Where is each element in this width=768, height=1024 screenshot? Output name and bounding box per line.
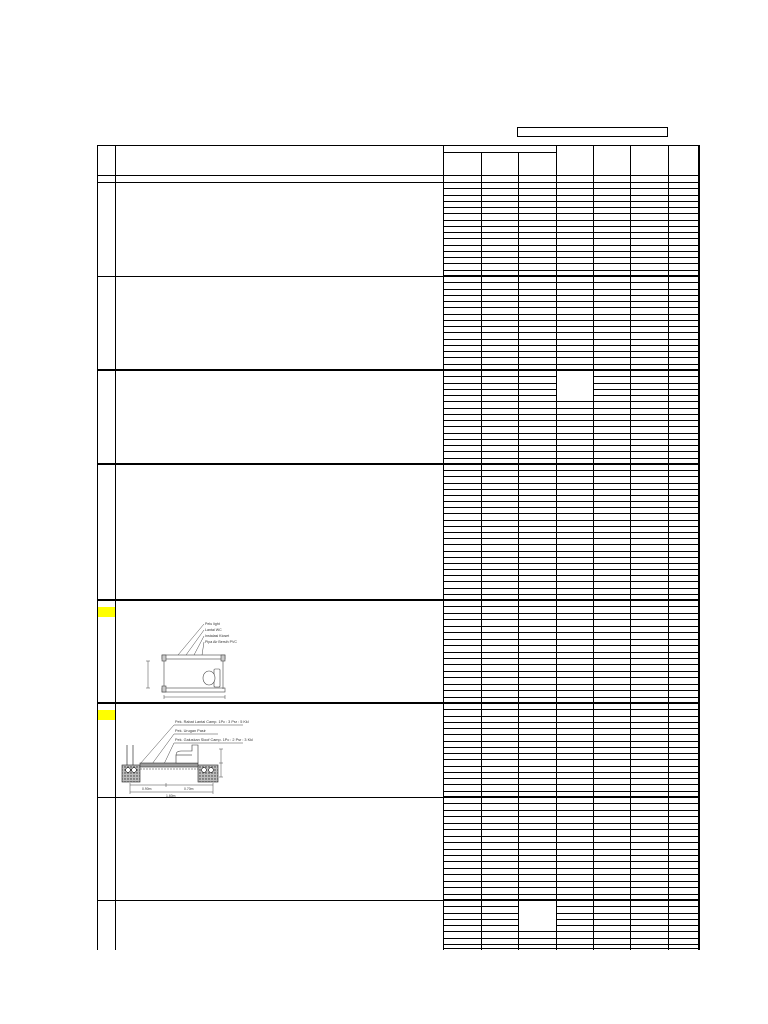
floor-section-label: Pek. Rabat Lantai Camp. 1Pc : 3 Psr : 5 Kkl xyxy=(175,720,249,724)
floor-section-label: Pek. Galuskan Sloof Camp. 1Pc : 2 Psr : 3 Kkl xyxy=(175,738,253,742)
wc-plan-label: Pelu light xyxy=(205,622,220,626)
item-number-cell xyxy=(98,465,115,600)
highlight-marker xyxy=(98,607,115,617)
wc-plan-leaders xyxy=(178,624,204,655)
floor-section-label: Pek. Urugan Pasir xyxy=(175,729,206,733)
floor-section-drawing xyxy=(118,715,253,799)
item-number-cell xyxy=(98,704,115,797)
item-number-cell xyxy=(98,277,115,370)
wc-plan-label: Lantai WC xyxy=(205,628,222,632)
item-description-cell xyxy=(116,183,443,276)
item-number-cell xyxy=(98,183,115,276)
wc-plan-label: Instalasi Kloset xyxy=(205,634,230,638)
wc-plan-label: Pipa Air Bersih PVC xyxy=(205,640,237,644)
item-number-cell xyxy=(98,798,115,900)
item-number-cell xyxy=(98,601,115,703)
dimension-label: 0.90m xyxy=(142,787,152,791)
wall-lines xyxy=(127,745,133,765)
item-description-cell xyxy=(116,371,443,464)
item-description-cell xyxy=(116,465,443,600)
item-number-cell xyxy=(98,371,115,464)
highlight-marker xyxy=(98,710,115,720)
item-number-cell xyxy=(98,901,115,950)
dimension-label: 0.70m xyxy=(184,787,194,791)
wc-plan-drawing xyxy=(128,615,248,700)
toilet-icon xyxy=(176,745,198,763)
item-description-cell xyxy=(116,901,443,950)
dimension-label: 1.60m xyxy=(166,794,176,798)
toilet-icon xyxy=(203,669,220,687)
foundation-left xyxy=(122,765,140,782)
item-description-cell xyxy=(116,277,443,370)
foundation-right xyxy=(198,765,218,782)
item-description-cell xyxy=(116,798,443,900)
floor-slab xyxy=(140,763,198,769)
